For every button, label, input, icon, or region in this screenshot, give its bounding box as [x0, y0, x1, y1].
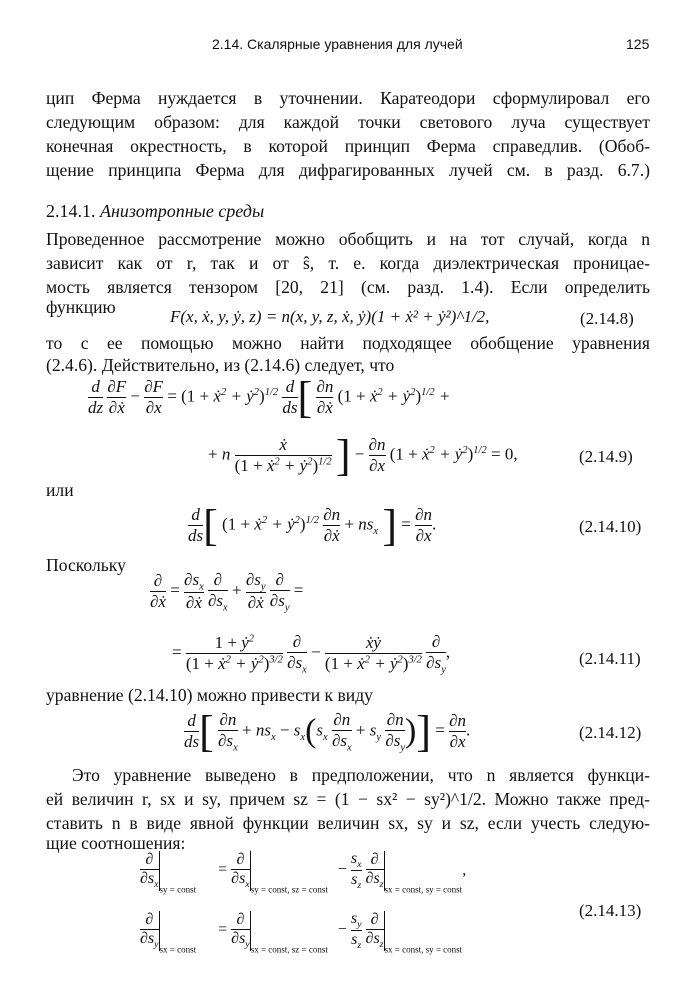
equation-2-14-13-line-1: $\frac{\partial}{\partial s_x}$ $_{sy = const}$ = $\frac{\partial}{\partial s_x}$ $_{sy = const, sz = const}$ − $\frac{s_x}{s_z}$ $\frac{\partial}{\partial s_z}$ $_{sx = const, sy = const}$, — [140, 850, 467, 895]
section-title: Анизотропные среды — [100, 201, 265, 221]
intro-line-4: щение принципа Ферма для дифрагированных лучей см. в разд. 6.7.) — [46, 160, 650, 180]
page-number: 125 — [626, 36, 650, 52]
equation-label-2-14-11: (2.14.11) — [579, 649, 641, 668]
word-ili: или — [46, 480, 74, 500]
running-title: 2.14. Скалярные уравнения для лучей — [212, 36, 463, 52]
intro-line-2: следующим образом: для каждой точки светового луча существует — [46, 112, 650, 132]
word-poskolku: Поскольку — [46, 555, 126, 575]
para2-line-2: ей величин r, sx и sy, причем sz = (1 − sx² − sy²)^1/2. Можно также пред- — [46, 789, 650, 809]
equation-2-14-13-line-2: $\frac{\partial}{\partial s_y}$ $_{sx = const}$ = $\frac{\partial}{\partial s_y}$ $_{sx = const, sz = const}$ − $\frac{s_y}{s_z}$ $\frac{\partial}{\partial s_z}$ $_{sx = const, sy = const}$ — [140, 910, 463, 955]
equation-label-2-14-10: (2.14.10) — [579, 517, 642, 536]
section-heading — [46, 201, 264, 222]
para2-line-3: ставить n в виде явной функции величин sx, sy и sz, если учесть следую- — [46, 813, 650, 833]
equation-2-14-8: F(x, ẋ, y, ẏ, z) = n(x, y, z, ẋ, ẏ)(1 + ẋ² + ẏ²)^1/2, — [170, 307, 490, 326]
para1-line-5: то с ее помощью можно найти подходящее обобщение уравнения — [46, 333, 650, 353]
para1-line-1: Проведенное рассмотрение можно обобщить и на тот случай, когда n — [46, 229, 650, 249]
intro-line-1: цип Ферма нуждается в уточнении. Каратеодори сформулировал его — [46, 88, 650, 108]
equation-2-14-12: $\frac{d}{ds}$ [ $\frac{\partial n}{\partial s_x}$ + $ns_x - s_x(s_x$ $\frac{\partial n}{\partial s_x}$ + $s_y$ $\frac{\partial n}{\partial s_y}$ )] = $\frac{\partial n}{\partial x}$ . — [184, 707, 471, 756]
equation-2-14-9-line-1: $\frac{d}{dz}$ $\frac{\partial F}{\text{∂ẋ}}$ − $\frac{\partial F}{\partial x}$ = (1 + ẋ$^2$ + ẏ$^2$)$^{1/2}$ $\frac{d}{ds}$ [ $\frac{\partial n}{\text{∂ẋ}}$ (1 + ẋ$^2$ + ẏ$^2$)$^{1/2}$ + — [88, 373, 451, 422]
section-number: 2.14.1. — [46, 201, 96, 221]
equation-label-2-14-12: (2.14.12) — [579, 723, 642, 742]
equation-label-2-14-13: (2.14.13) — [579, 901, 642, 920]
reduce-text: уравнение (2.14.10) можно привести к виду — [46, 685, 373, 705]
equation-label-2-14-8: (2.14.8) — [580, 309, 634, 328]
para1-line-6: (2.4.6). Действительно, из (2.14.6) следует, что — [46, 355, 395, 375]
equation-2-14-9-line-2: + n $\frac{\text{ẋ}}{(1 + ẋ^2 + ẏ^2)^{1/2}}$ ] − $\frac{\partial n}{\partial x}$ (1 + ẋ$^2$ + ẏ$^2$)$^{1/2}$ = 0, — [208, 431, 518, 480]
para1-line-4: функцию — [46, 297, 116, 317]
para1-line-2: зависит как от r, так и от ŝ, т. е. когда диэлектрическая проницае- — [46, 253, 650, 273]
para1-line-3: мость является тензором [20, 21] (см. разд. 1.4). Если определить — [46, 277, 650, 297]
equation-2-14-11-line-2: = $\frac{1 + ẏ^2}{(1 + ẋ^2 + ẏ^2)^{3/2}}$ $\frac{\partial}{\partial s_x}$ − $\frac{\text{ẋẏ}}{(1 + ẋ^2 + ẏ^2)^{3/2}}$ $\frac{\partial}{\partial s_y}$ , — [172, 632, 451, 676]
para2-line-1: Это уравнение выведено в предположении, что n является функци- — [72, 765, 650, 785]
equation-label-2-14-9: (2.14.9) — [579, 447, 633, 466]
para2-line-4: щие соотношения: — [46, 833, 186, 853]
equation-2-14-11-line-1: $\frac{\partial}{\text{∂ẋ}}$ = $\frac{\partial s_x}{\text{∂ẋ}}$ $\frac{\partial}{\partial s_x}$ + $\frac{\partial s_y}{\text{∂ẋ}}$ $\frac{\partial}{\partial s_y}$ = — [150, 570, 304, 614]
equation-2-14-10: $\frac{d}{ds}$ [ (1 + ẋ$^2$ + ẏ$^2$)$^{1/2}$ $\frac{\partial n}{\text{∂ẋ}}$ + $ns_x$ ] = $\frac{\partial n}{\partial x}$ . — [188, 501, 437, 550]
intro-line-3: конечная окрестность, в которой принцип Ферма справедлив. (Обоб- — [46, 136, 650, 156]
